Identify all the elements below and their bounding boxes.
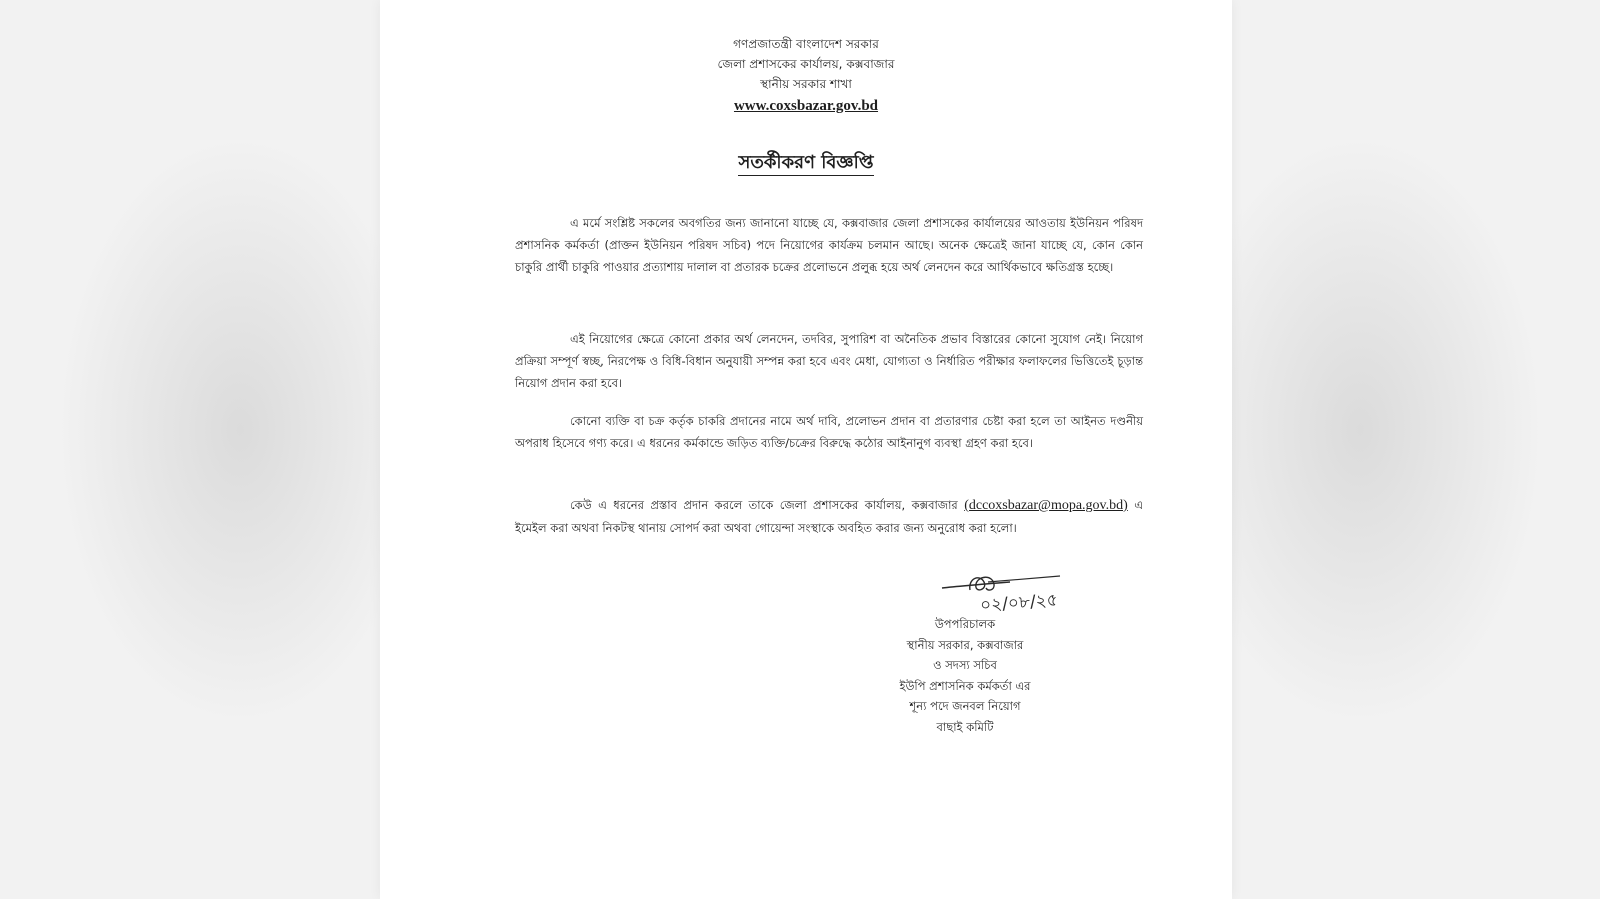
- signatory-office: স্থানীয় সরকার, কক্সবাজার: [906, 637, 1024, 652]
- notice-document: [380, 0, 1232, 899]
- notice-title: [380, 148, 1232, 179]
- paragraph-1: এ মর্মে সংশ্লিষ্ট সকলের অবগতির জন্য জানানো যাচ্ছে যে, কক্সবাজার জেলা প্রশাসকের কার্যালয়ের আওতায় ইউনিয়ন পরিষদ প্রশাসনিক কর্মকর্তা (প্রাক্তন ইউনিয়ন পরিষদ সচিব) পদে নিয়োগের কার্যক্রম চলমান আছে। অনেক ক্ষেত্রেই জানা যাচ্ছে যে, কোন কোন চাকুরি প্রার্থী চাকুরি পাওয়ার প্রত্যাশায় দালাল বা প্রতারক চক্রের প্রলোভনে প্রলুব্ধ হয়ে অর্থ লেনদেন করে আর্থিকভাবে ক্ষতিগ্রস্ত হচ্ছে।: [515, 216, 1143, 274]
- letterhead-branch: স্থানীয় সরকার শাখা: [760, 77, 852, 91]
- paragraph-4-text-before: কেউ এ ধরনের প্রস্তাব প্রদান করলে তাকে জেলা প্রশাসকের কার্যালয়, কক্সবাজার: [570, 498, 958, 512]
- signatory-role: ও সদস্য সচিব: [933, 658, 997, 672]
- paragraph-4: [515, 494, 1143, 539]
- signatory-block: [860, 614, 1070, 737]
- signatory-committee-line3: বাছাই কমিটি: [936, 719, 994, 734]
- signatory-committee-line2: শূন্য পদে জনবল নিয়োগ: [909, 699, 1021, 713]
- paragraph-3: কোনো ব্যক্তি বা চক্র কর্তৃক চাকরি প্রদানের নামে অর্থ দাবি, প্রলোভন প্রদান বা প্রতারণার চেষ্টা করা হলে তা আইনত দণ্ডনীয় অপরাধ হিসেবে গণ্য করে। এ ধরনের কর্মকান্ডে জড়িত ব্যক্তি/চক্রের বিরুদ্ধে কঠোর আইনানুগ ব্যবস্থা গ্রহণ করা হবে।: [515, 414, 1143, 450]
- notice-title-text: সতর্কীকরণ বিজ্ঞপ্তি: [738, 152, 873, 176]
- signature-date: ০২/০৮/২৫: [979, 590, 1059, 616]
- contact-email-link[interactable]: (dccoxsbazar@mopa.gov.bd): [964, 498, 1128, 513]
- letterhead-website-link[interactable]: www.coxsbazar.gov.bd: [733, 98, 879, 114]
- signatory-committee-line1: ইউপি প্রশাসনিক কর্মকর্তা এর: [899, 678, 1031, 693]
- letterhead: [380, 34, 1232, 116]
- letterhead-office: জেলা প্রশাসকের কার্যালয়, কক্সবাজার: [717, 57, 895, 71]
- paragraph-4-text-after: এ ইমেইল করা অথবা নিকটস্থ থানায় সোপর্দ করা অথবা গোয়েন্দা সংস্থাকে অবহিত করার জন্য অনুরোধ করা হলো।: [515, 498, 1144, 535]
- letterhead-government: গণপ্রজাতন্ত্রী বাংলাদেশ সরকার: [733, 37, 879, 51]
- paragraph-2: এই নিয়োগের ক্ষেত্রে কোনো প্রকার অর্থ লেনদেন, তদবির, সুপারিশ বা অনৈতিক প্রভাব বিস্তারের কোনো সুযোগ নেই। নিয়োগ প্রক্রিয়া সম্পূর্ণ স্বচ্ছ, নিরপেক্ষ ও বিধি-বিধান অনুযায়ী সম্পন্ন করা হবে এবং মেধা, যোগ্যতা ও নির্ধারিত পরীক্ষার ফলাফলের ভিত্তিতেই চূড়ান্ত নিয়োগ প্রদান করা হবে।: [515, 332, 1143, 390]
- signatory-designation: উপপরিচালক: [934, 617, 996, 631]
